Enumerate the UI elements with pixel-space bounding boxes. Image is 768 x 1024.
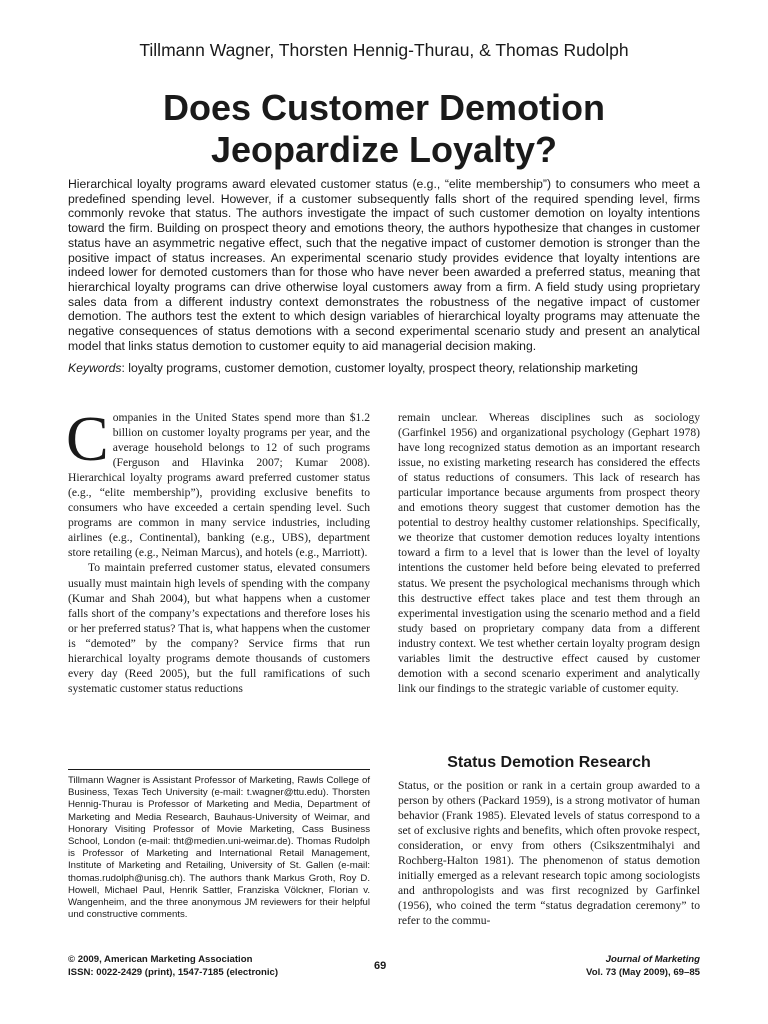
journal-name: Journal of Marketing bbox=[605, 954, 700, 965]
title-line-2: Jeopardize Loyalty? bbox=[210, 129, 558, 170]
volume-line: Vol. 73 (May 2009), 69–85 bbox=[586, 966, 700, 978]
body-paragraph-2: To maintain preferred customer status, elevated consumers usually must maintain high levels of spending with the company (Kumar and Shah 2004), but what happens when a customer falls short of the company’s expectations and therefore loses his or her preferred status? That is, what happens when the customer is “demoted” by the company? Service firms that run hierarchical loyalty programs demote thousands of customers every day (Reed 2005), but the full ramifications of such systematic customer status reductions bbox=[68, 561, 370, 695]
footer-left bbox=[68, 954, 278, 979]
body-paragraph-1 bbox=[66, 403, 370, 560]
footnote-divider bbox=[68, 769, 370, 770]
footer-right bbox=[586, 954, 700, 979]
keywords-label: Keywords bbox=[68, 361, 122, 375]
abstract: Hierarchical loyalty programs award elevated customer status (e.g., “elite membership”) to consumers who meet a predefined spending level. However, if a customer subsequently falls short of the required spending level, firms commonly revoke that status. The authors investigate the impact of such customer demotion on loyalty intentions toward the firm. Building on prospect theory and emotions theory, the authors hypothesize that changes in customer status have an asymmetric negative effect, such that the negative impact of customer demotion is stronger than the positive impact of status increases. An experimental scenario study provides evidence that loyalty intentions are indeed lower for demoted customers than for those who have never been awarded a preferred status, meaning that hierarchical loyalty programs can drive otherwise loyal customers away from a firm. A field study using proprietary sales data from a different industry context demonstrates the robustness of the negative impact of customer demotion. The authors test the extent to which design variables of hierarchical loyalty programs may attenuate the negative consequences of status demotions with a second experimental scenario study and present an analytical model that links status demotion to customer equity to aid managerial decision making. bbox=[68, 177, 700, 353]
body-paragraph-3: remain unclear. Whereas disciplines such as sociology (Garfinkel 1956) and organizational psychology (Gephart 1978) have long recognized status demotion as an important research issue, no existing marketing research has considered the effects of status reductions of consumers. This lack of research has particular importance because arguments from prospect theory and emotions theory suggest that customer demotion has the potential to destroy healthy customer relationships. Specifically, we theorize that customer demotion reduces loyalty intentions toward a firm to a level that is lower than the level of loyalty intentions the customer held before being elevated to preferred status. We present the psychological mechanisms through which this destructive effect takes place and test them through an experimental investigation using the scenario method and a field study based on proprietary company data from a different industry context. We test whether certain loyalty program design variables limit the destructive effect caused by customer demotion with a second scenario experiment and analytically link our findings to the strategic variable of customer equity. bbox=[398, 411, 700, 695]
copyright-line: © 2009, American Marketing Association bbox=[68, 954, 253, 965]
section-body bbox=[398, 778, 700, 928]
issn-line: ISSN: 0022-2429 (print), 1547-7185 (electronic) bbox=[68, 966, 279, 978]
page-number: 69 bbox=[374, 960, 387, 972]
body-column-left bbox=[66, 403, 370, 696]
title-line-1: Does Customer Demotion bbox=[162, 87, 606, 128]
section-heading: Status Demotion Research bbox=[447, 754, 651, 771]
section-paragraph-1: Status, or the position or rank in a certain group awarded to a person by others (Packard 1959), is a strong motivator of human behavior (Frank 1985). Elevated levels of status correspond to a set of exclusive rights and benefits, which often provoke respect, consideration, or envy from others (Csikszentmihalyi and Rochberg-Halton 1981). The phenomenon of status demotion initially emerged as a relevant research topic among sociologists and anthropologists and was first recognized by Garfinkel (1956), who coined the term “status degradation ceremony” to refer to the commu- bbox=[398, 779, 700, 928]
keywords bbox=[68, 361, 700, 376]
paper-title bbox=[0, 87, 768, 171]
drop-cap: C bbox=[66, 403, 109, 474]
body-paragraph-1-text: ompanies in the United States spend more than $1.2 billion on customer loyalty programs per year, and the average household belongs to 12 of such programs (Ferguson and Hlavinka 2007; Kumar 2008). Hierarchical loyalty programs award preferred customer status (e.g., “elite membership”), providing exclusive benefits to consumers who have exceeded a certain spending level. Such programs are common in many service industries, including airlines (e.g., Continental), banking (e.g., UBS), department store retailing (e.g., Neiman Marcus), and hotels (e.g., Marriott). bbox=[68, 411, 370, 560]
author-footnote: Tillmann Wagner is Assistant Professor of Marketing, Rawls College of Business, Texas Tech University (e-mail: t.wagner@ttu.edu). Thorsten Hennig-Thurau is Professor of Marketing and Media, Department of Marketing and Media Research, Bauhaus-University of Weimar, and Honorary Visiting Professor of Movie Marketing, Cass Business School, London (e-mail: tht@medien.uni-weimar.de). Thomas Rudolph is Professor of Marketing and International Retail Management, Institute of Marketing and Retailing, University of St. Gallen (e-mail: thomas.rudolph@unisg.ch). The authors thank Markus Groth, Roy D. Howell, Michael Paul, Henrik Sattler, Franziska Völckner, Florian v. Wangenheim, and the three anonymous JM reviewers for their helpful und constructive comments. bbox=[68, 775, 370, 921]
body-column-right bbox=[398, 410, 700, 696]
author-list: Tillmann Wagner, Thorsten Hennig-Thurau, & Thomas Rudolph bbox=[139, 40, 629, 60]
keywords-text: : loyalty programs, customer demotion, customer loyalty, prospect theory, relationship marketing bbox=[121, 361, 638, 375]
